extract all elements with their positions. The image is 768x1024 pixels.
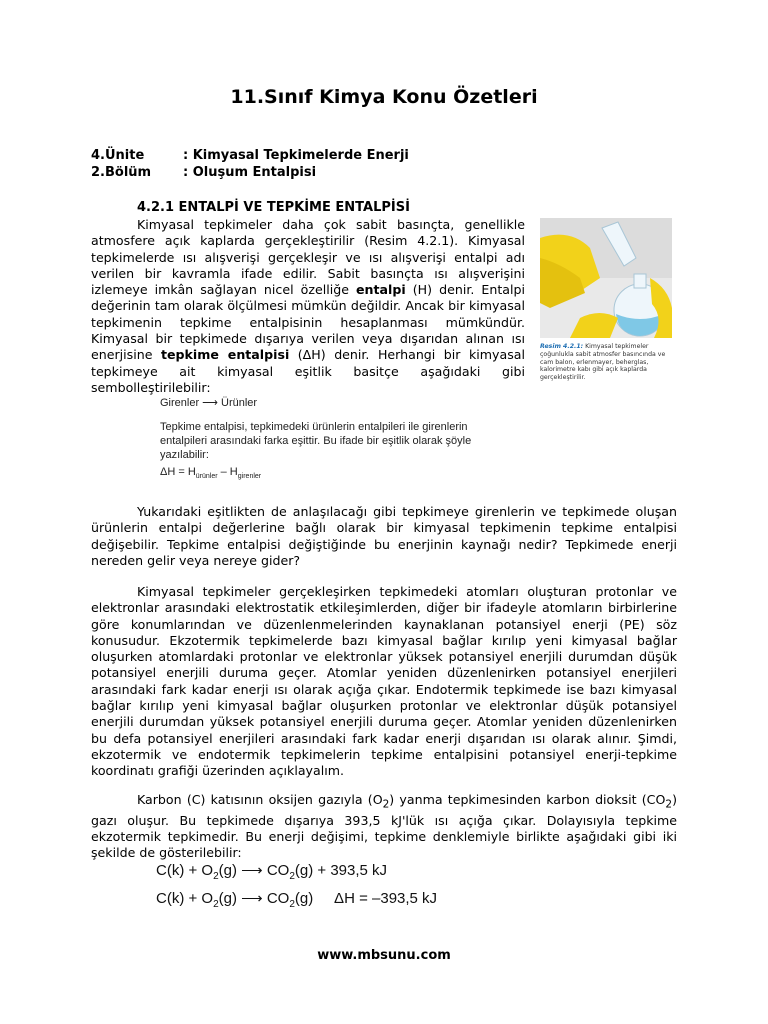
photo-caption [540,343,676,382]
unit-row [91,147,409,164]
formula-lhs: ΔH = H [160,466,196,478]
formula-mid: – H [217,466,238,478]
lab-flask-photo [540,218,672,338]
intro-paragraph [91,217,525,396]
equation-2 [156,888,437,916]
combustion-equations [156,860,437,916]
intro-text-3: (ΔH) denir. Herhangi bir kimyasal tepkimeye ait kimyasal eşitlik basitçe aşağıdaki gibi sembolleştirilebilir: [91,347,525,395]
page-title: 11.Sınıf Kimya Konu Özetleri [230,86,538,108]
equation-1 [156,860,437,888]
eq1-s1: 2 [213,871,219,882]
formula-sub-products: ürünler [195,473,218,481]
eq2-c: (g) ΔH = –393,5 kJ [294,890,438,907]
eq1-a: C(k) + O [156,862,214,879]
delta-h-formula [160,465,480,484]
paragraph-2-text: Yukarıdaki eşitlikten de anlaşılacağı gibi tepkimeye girenlerin ve tepkimede oluşan ürünlerin entalpi değerlerine bağlı olarak bir kimyasal tepkimenin tepkime entalpisi değişebilir. Tepkime entalpisi değiştiğinde bu enerjinin kaynağı nedir? Tepkimede enerji nereden gelir veya nereye gider? [91,504,677,568]
footer-url[interactable]: www.mbsunu.com [317,948,451,963]
eq2-a: C(k) + O [156,890,214,907]
eq2-s2: 2 [289,899,295,910]
eq1-s2: 2 [289,871,295,882]
term-entalpi: entalpi [356,282,406,298]
unit-info [91,147,409,181]
unit-value: : Kimyasal Tepkimelerde Enerji [183,148,409,163]
eq2-b: (g) ⟶ CO [218,890,290,907]
enthalpy-explanation: Tepkime entalpisi, tepkimedeki ürünlerin entalpileri ile girenlerin entalpileri arasındaki farka eşittir. Bu ifade bir eşitlik olarak şöyle yazılabilir: [160,421,472,461]
paragraph-3-text: Kimyasal tepkimeler gerçekleşirken tepkimedeki atomları oluşturan protonlar ve elektronlar arasındaki elektrostatik etkileşimlerden, diğer bir ifadeyle atomların birbirlerine göre konumlarından ve düzenlenmelerinden kaynaklanan potansiyel enerji (PE) söz konusudur. Ekzotermik tepkimelerde bazı kimyasal bağlar kırılıp yeni kimyasal bağlar oluşurken atomlardaki protonlar ve elektronlar yüksek potansiyel enerjili durumdan düşük potansiyel enerjili duruma geçer. Atomlar yeniden düzenlenirken potansiyel enerjileri arasındaki fark kadar enerji ısı olarak açığa çıkar. Endotermik tepkimede ise bazı kimyasal bağlar kırılıp yeni kimyasal bağlar oluşurken protonlar ve elektronlar düşük potansiyel enerjili durumdan yüksek potansiyel enerjili duruma geçer. Atomlar yeniden düzenlenirken bu defa potansiyel enerjileri arasındaki fark kadar enerji dışarıdan ısı olarak alınır. Şimdi, ekzotermik ve endotermik tepkimelerin tepkime entalpisini potansiyel enerji-tepkime koordinatı grafiği üzerinden açıklayalım. [91,584,677,779]
eq1-c: (g) + 393,5 kJ [294,862,388,879]
caption-text: Kimyasal tepkimeler çoğunlukla sabit atmosfer basıncında ve cam balon, erlenmayer, beherglas, kalorimetre kabı gibi açık kaplarda gerçekleştirilir. [540,343,666,382]
paragraph-enthalpy-change [91,504,677,569]
eq2-s1: 2 [213,899,219,910]
intro-text-2: (H) denir. Entalpi değerinin tam olarak ölçülmesi mümkün değildir. Ancak bir kimyasal tepkimenin tepkime entalpisinin hesaplanması mümkündür. Kimyasal bir tepkimede dışarıya verilen veya dışarıdan alınan ısı enerjisine [91,282,525,363]
p4-b: ) yanma tepkimesinden karbon dioksit (CO [389,792,666,807]
eq1-b: (g) ⟶ CO [218,862,290,879]
p4-sub-b: 2 [665,798,673,811]
section-heading: 4.2.1 ENTALPİ VE TEPKİME ENTALPİSİ [137,200,410,215]
p4-sub-a: 2 [382,798,390,811]
section-row [91,164,409,181]
p4-c: ) gazı oluşur. Bu tepkimede dışarıya 393,5 kJ'lük ısı açığa çıkar. Dolayısıyla tepkime ekzotermik tepkimedir. Bu enerji değişimi, tepkime denklemiyle birlikte aşağıdaki gibi iki şekilde de gösterilebilir: [91,792,677,861]
section-key: 2.Bölüm [91,165,152,180]
paragraph-potential-energy [91,584,677,780]
p4-a: Karbon (C) katısının oksijen gazıyla (O [137,792,383,807]
unit-key: 4.Ünite [91,148,145,163]
caption-label: Resim 4.2.1: [540,343,584,350]
term-tepkime-entalpisi: tepkime entalpisi [160,347,290,363]
enthalpy-definition-box [160,396,480,484]
intro-text-1: Kimyasal tepkimeler daha çok sabit basınçta, genellikle atmosfere açık kaplarda gerçekleştirilir (Resim 4.2.1). Kimyasal tepkimelerde ısı alışverişi gerçekleşir ve ısı alışverişi entalpi adı verilen bir kavramla ifade edilir. Sabit basınçta ısı alışverişini izlemeye imkân sağlayan nicel özelliğe [91,217,525,298]
paragraph-carbon-combustion [91,792,677,862]
section-value: : Oluşum Entalpisi [183,165,317,180]
general-reaction: Girenler ⟶ Ürünler [160,397,258,409]
formula-sub-reactants: girenler [237,473,262,481]
